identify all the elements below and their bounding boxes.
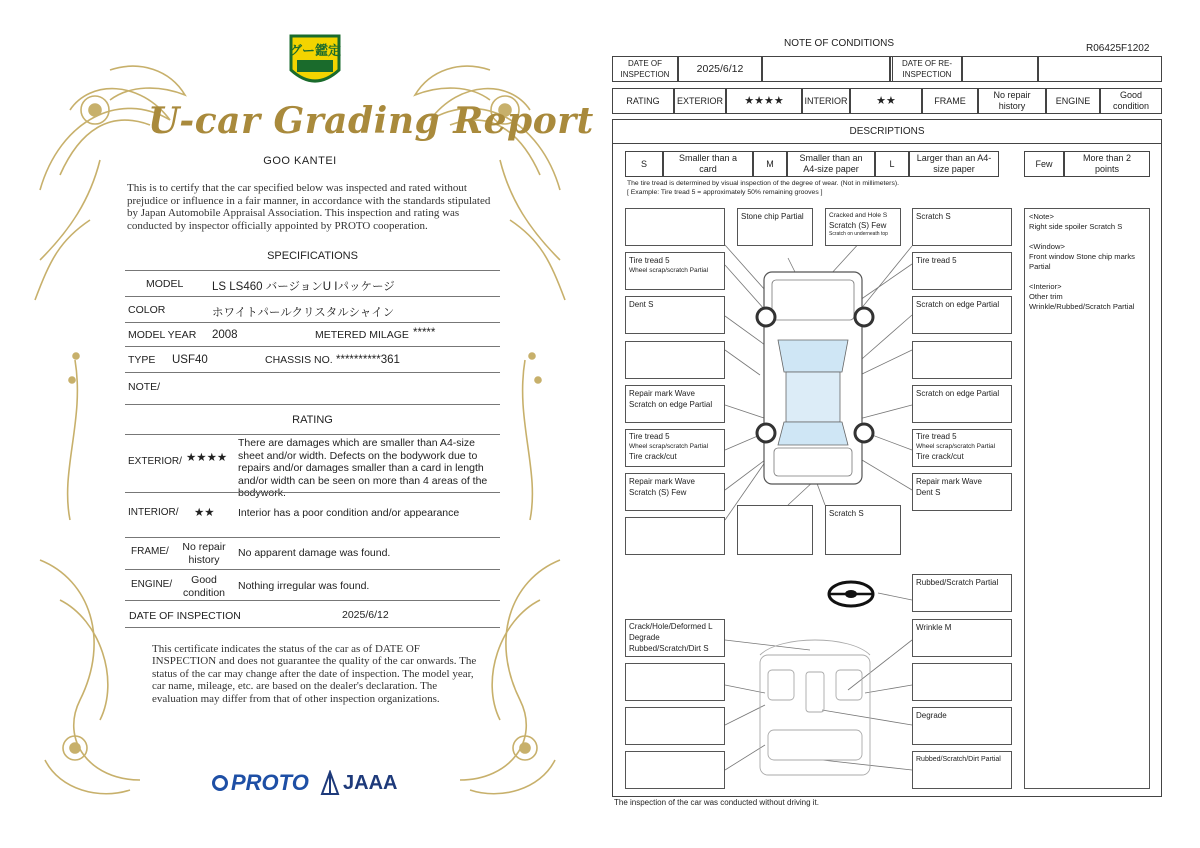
exterior-stars: ★★★★ xyxy=(726,88,802,114)
chassis-value: **********361 xyxy=(336,354,400,366)
damage-text: Tire crack/cut xyxy=(916,452,964,461)
damage-box xyxy=(625,663,725,701)
note-label: NOTE/ xyxy=(128,381,161,393)
interior-stars: ★★ xyxy=(850,88,922,114)
model-year-value: 2008 xyxy=(212,329,238,341)
exterior-label: EXTERIOR xyxy=(674,88,726,114)
goo-kantei-badge xyxy=(287,30,343,94)
engine-value: Good condition xyxy=(1100,88,1162,114)
proto-logo-text: PROTO xyxy=(231,770,309,795)
exterior-stars: ★★★★ xyxy=(186,452,228,464)
damage-text: Wheel scrap/scratch Partial xyxy=(916,443,996,450)
jaaa-mark-icon xyxy=(320,770,340,796)
damage-box xyxy=(912,341,1012,379)
divider xyxy=(125,627,500,628)
metered-value: ***** xyxy=(413,327,436,339)
divider xyxy=(125,296,500,297)
date-of-inspection-label: DATE OF INSPECTION xyxy=(129,610,241,622)
metered-label: METERED MILAGE xyxy=(315,329,409,341)
date-of-inspection-value: 2025/6/12 xyxy=(342,609,389,621)
damage-text: Tire crack/cut xyxy=(629,452,677,461)
damage-box-rubbed-dirt: Rubbed/Scratch/Dirt Partial xyxy=(912,751,1012,789)
divider xyxy=(125,372,500,373)
damage-box-wrinkle: Wrinkle M xyxy=(912,619,1012,657)
damage-box xyxy=(625,707,725,745)
damage-text: Tire tread 5 xyxy=(629,256,670,265)
interior-label: INTERIOR/ xyxy=(128,507,179,518)
sheet-title: NOTE OF CONDITIONS xyxy=(784,38,894,49)
interior-stars: ★★ xyxy=(194,507,215,519)
damage-box-scratch-edge: Scratch on edge Partial xyxy=(912,385,1012,423)
car-top-view-icon xyxy=(757,272,873,484)
frame-value: No repair history xyxy=(978,88,1046,114)
damage-box-repair-wave xyxy=(625,385,725,423)
damage-box-degrade: Degrade xyxy=(912,707,1012,745)
window-heading: <Window> xyxy=(1029,242,1065,251)
damage-box-cracked xyxy=(825,208,901,246)
damage-box xyxy=(625,517,725,555)
type-value: USF40 xyxy=(172,354,208,366)
damage-text: Wheel scrap/scratch Partial xyxy=(629,443,709,450)
date-inspection-value: 2025/6/12 xyxy=(678,56,762,82)
legend-l-desc: Larger than an A4-size paper xyxy=(909,151,999,177)
damage-box xyxy=(737,505,813,555)
model-year-label: MODEL YEAR xyxy=(128,329,197,341)
damage-text: Dent S xyxy=(916,488,941,497)
frame-description: No apparent damage was found. xyxy=(238,547,391,559)
legend-few: Few xyxy=(1024,151,1064,177)
frame-value-line: history xyxy=(188,553,220,566)
exterior-description: There are damages which are smaller than A4-size sheet and/or width. Defects on the bodywork due to repairs and/or damages smaller than a card in length and/or width can be seen on more than 4 areas of the bodywork. xyxy=(238,437,488,500)
model-value: LS LS460 バージョンU Iパッケージ xyxy=(212,281,395,293)
rating-heading: RATING xyxy=(292,414,333,426)
engine-description: Nothing irregular was found. xyxy=(238,580,370,592)
engine-value xyxy=(174,574,234,599)
divider xyxy=(125,346,500,347)
exterior-label: EXTERIOR/ xyxy=(128,456,182,467)
damage-box-repair-wave xyxy=(912,473,1012,511)
color-label: COLOR xyxy=(128,304,166,316)
report-subtitle: GOO KANTEI xyxy=(263,155,337,167)
damage-box xyxy=(912,663,1012,701)
damage-box-tire-front-right: Tire tread 5 xyxy=(912,252,1012,290)
tire-note-line-1: The tire tread is determined by visual inspection of the degree of wear. (Not in millimeters). xyxy=(627,180,899,187)
damage-text: Repair mark Wave xyxy=(629,389,695,398)
legend-s: S xyxy=(625,151,663,177)
damage-box xyxy=(625,208,725,246)
divider xyxy=(125,270,500,271)
engine-value-line: condition xyxy=(182,586,226,599)
divider xyxy=(125,492,500,493)
damage-box xyxy=(625,751,725,789)
engine-value-line: Good xyxy=(191,574,217,586)
damage-text: Repair mark Wave xyxy=(629,477,695,486)
damage-text: Scratch (S) Few xyxy=(629,488,687,497)
frame-label: FRAME/ xyxy=(131,546,169,557)
chassis-label: CHASSIS NO. xyxy=(265,354,333,366)
damage-text: Scratch on edge Partial xyxy=(629,400,713,409)
engine-label: ENGINE/ xyxy=(131,579,173,590)
legend-m: M xyxy=(753,151,787,177)
notes-panel xyxy=(1024,208,1150,789)
divider xyxy=(125,404,500,405)
type-label: TYPE xyxy=(128,354,156,366)
note-of-conditions-sheet xyxy=(600,0,1200,848)
interior-description: Interior has a poor condition and/or appearance xyxy=(238,507,460,519)
certify-paragraph: This is to certify that the car specified below was inspected and rated without prejudice or influence in a fair manner, in accordance with the standards stipulated by Japan Automobile Appraisal Association. This inspection and rating was conducted by inspector officially appointed by PROTO cooperation. xyxy=(127,182,491,232)
certificate-disclaimer: This certificate indicates the status of the car as of DATE OF INSPECTION and does not guarantee the quality of the car onwards. The status of the car may change after the date of inspection. The model year, car name, mileage, etc. are based on the dealer's declaration. The evaluation may differ from that of other inspection organizations. xyxy=(152,643,477,705)
damage-box-tire-rear-right xyxy=(912,429,1012,467)
divider xyxy=(125,537,500,538)
divider xyxy=(125,322,500,323)
date-reinspection-label: DATE OF RE-INSPECTION xyxy=(892,56,962,82)
interior-heading: <Interior> xyxy=(1029,282,1062,291)
note-text: Right side spoiler Scratch S xyxy=(1029,222,1123,231)
damage-box-repair-wave xyxy=(625,473,725,511)
report-title: U-car Grading Report xyxy=(148,100,594,142)
badge-text: グー鑑定 xyxy=(288,43,341,58)
damage-text: Repair mark Wave xyxy=(916,477,982,486)
damage-text: Crack/Hole/Deformed L xyxy=(629,622,713,631)
divider xyxy=(125,600,500,601)
damage-text: Tire tread 5 xyxy=(629,432,670,441)
damage-text: Cracked and Hole S xyxy=(829,212,888,219)
damage-box-dent: Dent S xyxy=(625,296,725,334)
rating-label: RATING xyxy=(612,88,674,114)
damage-box-tire-rear-left xyxy=(625,429,725,467)
damage-box-scratch-s: Scratch S xyxy=(912,208,1012,246)
legend-m-desc: Smaller than an A4-size paper xyxy=(787,151,875,177)
frame-value xyxy=(174,541,234,566)
frame-value-line: No repair xyxy=(182,541,226,553)
sheet-footer: The inspection of the car was conducted without driving it. xyxy=(614,798,819,807)
damage-text: Tire tread 5 xyxy=(916,432,957,441)
damage-box-crack-hole xyxy=(625,619,725,657)
engine-label: ENGINE xyxy=(1046,88,1100,114)
proto-mark-icon xyxy=(212,775,228,791)
interior-label: INTERIOR xyxy=(802,88,850,114)
damage-box xyxy=(625,341,725,379)
damage-text: Scratch on underneath top xyxy=(829,231,888,237)
damage-text: Scratch (S) Few xyxy=(829,221,887,230)
legend-s-desc: Smaller than a card xyxy=(663,151,753,177)
interior-text: Other trim Wrinkle/Rubbed/Scratch Partial xyxy=(1029,292,1135,311)
damage-box-scratch-rear: Scratch S xyxy=(825,505,901,555)
legend-l: L xyxy=(875,151,909,177)
date-inspection-label: DATE OF INSPECTION xyxy=(612,56,678,82)
damage-text: Rubbed/Scratch/Dirt S xyxy=(629,644,709,653)
proto-logo xyxy=(212,770,309,796)
damage-text: Wheel scrap/scratch Partial xyxy=(629,267,709,274)
damage-box-scratch-edge: Scratch on edge Partial xyxy=(912,296,1012,334)
damage-box-rubbed: Rubbed/Scratch Partial xyxy=(912,574,1012,612)
specifications-heading: SPECIFICATIONS xyxy=(267,250,358,262)
divider xyxy=(125,434,500,435)
tire-note-line-2: [ Example: Tire tread 5 = approximately 50% remaining grooves ] xyxy=(627,189,823,196)
divider xyxy=(125,569,500,570)
frame-label: FRAME xyxy=(922,88,978,114)
damage-box-tire-front-left xyxy=(625,252,725,290)
color-value: ホワイトパールクリスタルシャイン xyxy=(212,307,395,319)
descriptions-title: DESCRIPTIONS xyxy=(612,119,1162,144)
jaaa-logo xyxy=(320,770,397,796)
legend-few-desc: More than 2 points xyxy=(1064,151,1150,177)
car-interior-icon xyxy=(760,640,870,775)
steering-wheel-icon xyxy=(829,582,873,606)
note-heading: <Note> xyxy=(1029,212,1054,221)
model-label: MODEL xyxy=(146,278,184,290)
jaaa-logo-text: JAAA xyxy=(343,771,398,794)
damage-box-stone-chip: Stone chip Partial xyxy=(737,208,813,246)
damage-text: Degrade xyxy=(629,633,660,642)
window-text: Front window Stone chip marks Partial xyxy=(1029,252,1135,271)
report-id: R06425F1202 xyxy=(1086,43,1150,54)
